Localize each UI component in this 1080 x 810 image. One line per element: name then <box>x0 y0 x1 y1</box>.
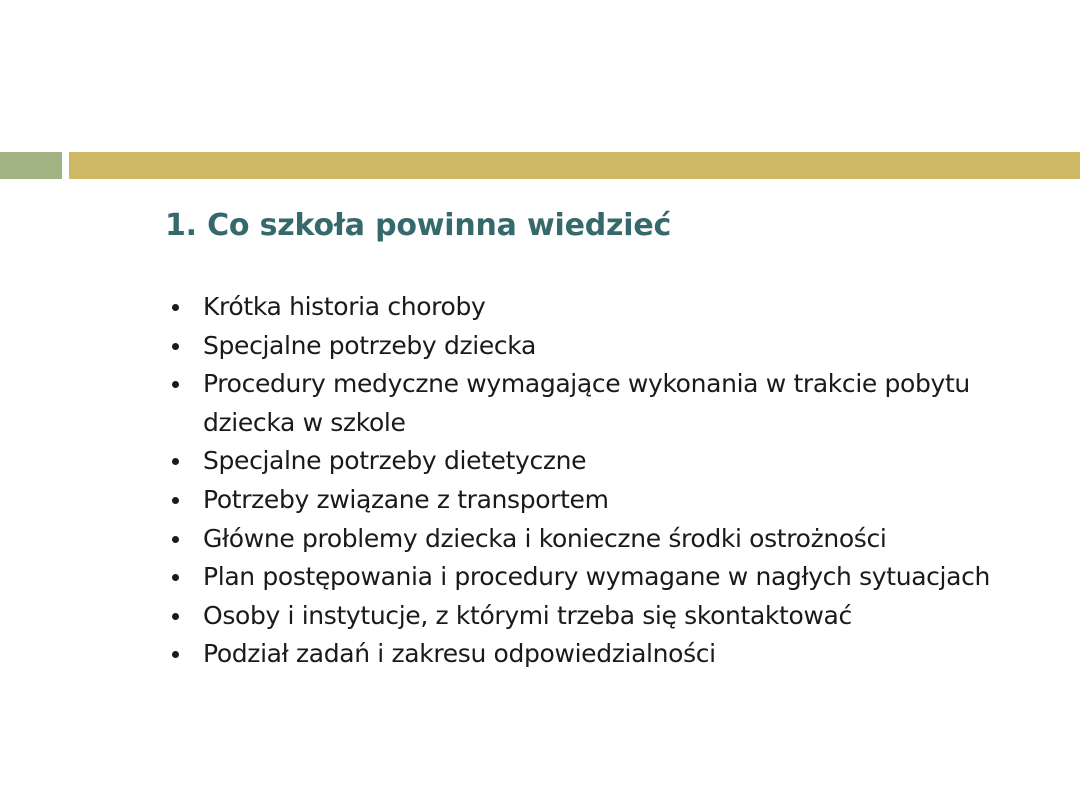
slide-title: 1. Co szkoła powinna wiedzieć <box>165 208 672 243</box>
bullet-dot-icon <box>172 343 179 350</box>
accent-block-green <box>0 152 62 179</box>
list-item-label: Specjalne potrzeby dziecka <box>203 330 536 360</box>
bullet-dot-icon <box>172 304 179 311</box>
list-item-label: Podział zadań i zakresu odpowiedzialności <box>203 639 716 669</box>
bullet-dot-icon <box>172 381 179 388</box>
list-item-label: Główne problemy dziecka i konieczne środki ostrożności <box>203 523 887 553</box>
list-item <box>166 442 1026 481</box>
bullet-dot-icon <box>172 613 179 620</box>
bullet-dot-icon <box>172 574 179 581</box>
bullet-dot-icon <box>172 497 179 504</box>
list-item-label: Plan postępowania i procedury wymagane w nagłych sytuacjach <box>203 562 991 592</box>
list-item <box>166 327 1026 366</box>
list-item-label: Potrzeby związane z transportem <box>203 484 609 514</box>
list-item <box>166 365 1026 442</box>
list-item <box>166 558 1026 597</box>
bullet-dot-icon <box>172 458 179 465</box>
list-item-label: Krótka historia choroby <box>203 292 486 321</box>
list-item-label: Osoby i instytucje, z którymi trzeba się skontaktować <box>203 600 852 630</box>
list-item <box>166 481 1026 520</box>
list-item-label: Procedury medyczne wymagające wykonania w trakcie pobytu dziecka w szkole <box>203 369 970 437</box>
list-item-label: Specjalne potrzeby dietetyczne <box>203 446 587 476</box>
bullet-dot-icon <box>172 536 179 543</box>
bullet-list <box>166 288 1026 674</box>
accent-bar-gold <box>69 152 1080 179</box>
list-item <box>166 635 1026 674</box>
accent-band-gap <box>62 152 69 179</box>
list-item <box>166 288 1026 327</box>
list-item <box>166 520 1026 559</box>
list-item <box>166 597 1026 636</box>
header-accent-band <box>0 152 1080 179</box>
bullet-dot-icon <box>172 651 179 658</box>
